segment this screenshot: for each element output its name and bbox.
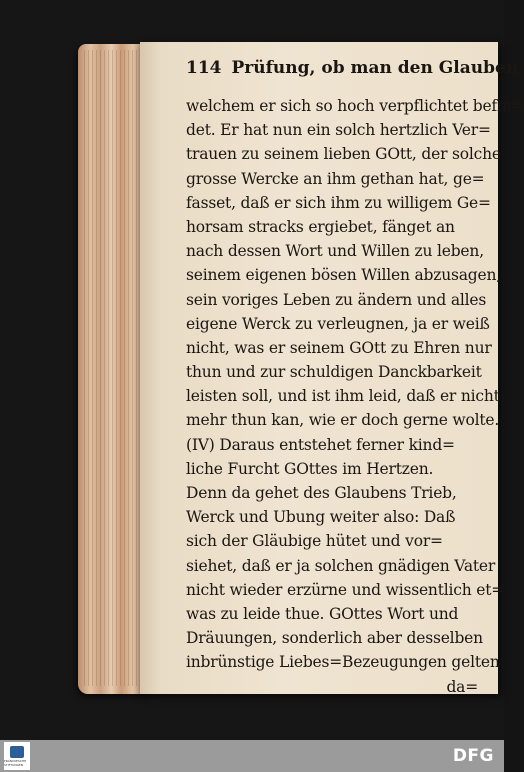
text-line: Dräuungen, sonderlich aber desselben: [186, 629, 483, 648]
text-line: leisten soll, und ist ihm leid, daß er nicht: [186, 387, 500, 406]
page-header: [186, 58, 519, 90]
page-text-block: [186, 58, 524, 696]
logo-text: FRANCKESCHE STIFTUNGEN: [4, 758, 27, 767]
text-line: sein voriges Leben zu ändern und alles: [186, 290, 487, 309]
text-line: seinem eigenen bösen Willen abzusagen,: [186, 266, 501, 285]
text-line: Werck und Ubung weiter also: Daß: [186, 508, 456, 527]
text-line: eigene Werck zu verleugnen, ja er weiß: [186, 314, 490, 333]
text-line: siehet, daß er ja solchen gnädigen Vater: [186, 556, 496, 575]
text-line: Denn da gehet des Glaubens Trieb,: [186, 484, 457, 502]
institution-logo: [4, 742, 30, 770]
text-line: was zu leide thue. GOttes Wort und: [186, 604, 459, 623]
logo-mark-icon: [10, 746, 24, 758]
text-line: nach dessen Wort und Willen zu leben,: [186, 242, 484, 261]
text-line: det. Er hat nun ein solch hertzlich Ver=: [186, 121, 491, 140]
viewer-footer-bar: [0, 740, 504, 772]
text-line: trauen zu seinem lieben GOtt, der solche: [186, 145, 501, 164]
page-edge-texture: [84, 50, 140, 686]
dfg-logo: DFG: [452, 746, 494, 766]
text-line: (IV) Daraus entstehet ferner kind=: [186, 435, 455, 454]
text-line: nicht wieder erzürne und wissentlich et=: [186, 580, 505, 599]
page-number: 114: [186, 58, 222, 78]
text-line: welchem er sich so hoch verpflichtet befin=: [186, 97, 524, 115]
text-line: horsam stracks ergiebet, fänget an: [186, 217, 455, 236]
text-line: sich der Gläubige hütet und vor=: [186, 532, 443, 551]
text-line: liche Furcht GOttes im Hertzen.: [186, 459, 434, 478]
text-line: thun und zur schuldigen Danckbarkeit: [186, 363, 482, 382]
text-line: mehr thun kan, wie er doch gerne wolte.: [186, 411, 500, 430]
text-line: fasset, daß er sich ihm zu willigem Ge=: [186, 193, 491, 212]
text-line: nicht, was er seinem GOtt zu Ehren nur: [186, 338, 492, 357]
running-title: Prüfung, ob man den Glauben: [231, 58, 519, 78]
catchword: da=: [446, 677, 478, 696]
body-text: [186, 94, 524, 699]
text-line: grosse Wercke an ihm gethan hat, ge=: [186, 169, 485, 188]
text-line: inbrünstige Liebes=Bezeugungen gelten: [186, 653, 500, 672]
